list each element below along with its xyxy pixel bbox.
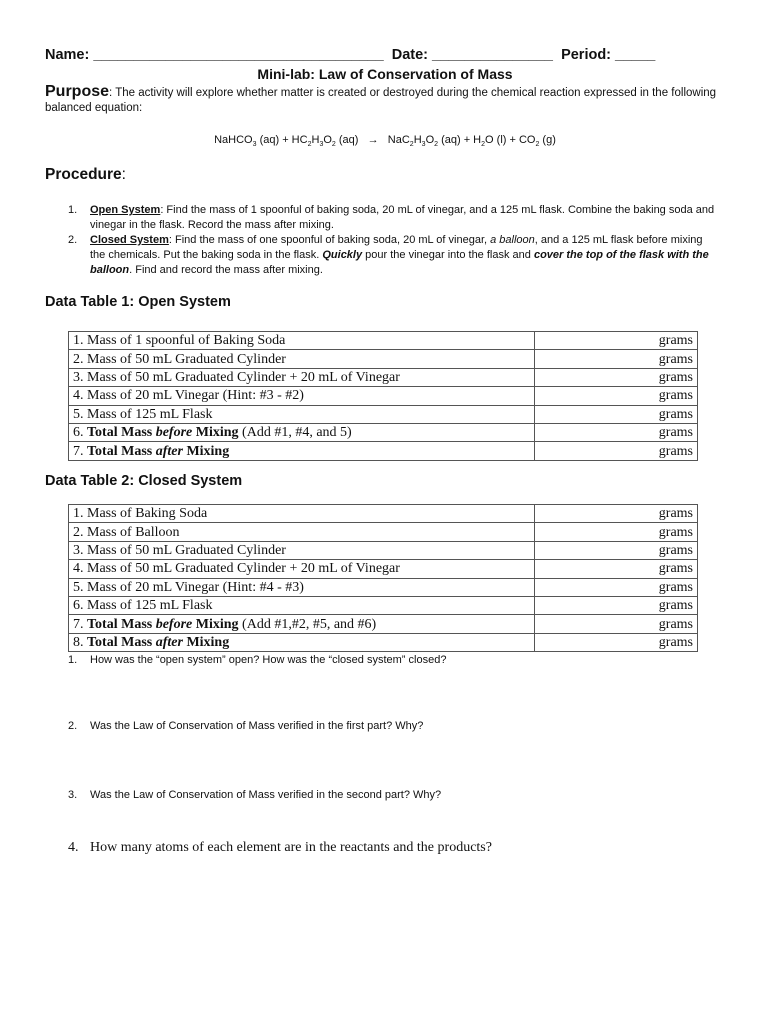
name-label: Name: xyxy=(45,47,90,63)
text-span: grams xyxy=(658,425,693,441)
text-span: (aq) + HC xyxy=(256,134,308,146)
text-span: 6. Mass of 125 mL Flask xyxy=(73,598,213,614)
answer-cell[interactable] xyxy=(535,596,698,614)
text-span: grams xyxy=(658,616,693,632)
table-row xyxy=(69,387,698,405)
text-span: NaC xyxy=(387,134,410,146)
table-row xyxy=(69,541,698,559)
label-cell xyxy=(69,615,535,633)
text-span: : Find the mass of 1 spoonful of baking soda, 20 mL of vinegar, and a 125 mL flask. Combine the baking soda and vinegar in the flask. Record the mass after mixing. xyxy=(90,204,715,231)
text-span: grams xyxy=(658,524,693,540)
text-span: grams xyxy=(658,351,693,367)
text-span: 2 xyxy=(331,141,336,149)
text-span: grams xyxy=(658,443,693,459)
text-span: grams xyxy=(658,542,693,558)
label-cell xyxy=(69,541,535,559)
text-span: 2 xyxy=(434,141,439,149)
label-cell xyxy=(69,633,535,651)
text-span: Closed System xyxy=(90,234,169,246)
text-span: (Add #1, #4, and 5) xyxy=(238,425,352,441)
text-span: 7. xyxy=(73,443,87,459)
text-span: 3. Mass of 50 mL Graduated Cylinder + 20 mL of Vinegar xyxy=(73,369,400,385)
table-row xyxy=(69,560,698,578)
text-span: Quickly xyxy=(322,249,363,261)
page-title: Mini-lab: Law of Conservation of Mass xyxy=(257,66,513,82)
text-span: after xyxy=(155,634,183,650)
text-span: 4. Mass of 20 mL Vinegar (Hint: #3 - #2) xyxy=(73,388,304,404)
text-span: 2 xyxy=(409,141,414,149)
text-span: 3 xyxy=(421,141,426,149)
question-3 xyxy=(68,789,441,801)
text-span: 1. Mass of 1 spoonful of Baking Soda xyxy=(73,333,286,349)
list-item xyxy=(68,203,718,233)
question-1 xyxy=(68,654,446,666)
text-span: pour the vinegar into the flask and xyxy=(362,249,534,261)
text-span: Was the Law of Conservation of Mass verified in the second part? Why? xyxy=(90,789,442,801)
text-span: grams xyxy=(658,388,693,404)
table-row xyxy=(69,523,698,541)
table-row xyxy=(69,596,698,614)
text-span: 2. Mass of Balloon xyxy=(73,524,180,540)
text-span: 1. xyxy=(68,654,78,666)
text-span: Total Mass xyxy=(87,425,156,441)
text-span: grams xyxy=(658,634,693,650)
table-row xyxy=(69,578,698,596)
table-row xyxy=(69,505,698,523)
text-span: 3 xyxy=(252,141,257,149)
header-line xyxy=(45,47,655,63)
text-span: after xyxy=(155,443,183,459)
table-row xyxy=(69,615,698,633)
table-row xyxy=(69,350,698,368)
text-span: 4. Mass of 50 mL Graduated Cylinder + 20 mL of Vinegar xyxy=(73,561,400,577)
text-span: grams xyxy=(658,561,693,577)
answer-cell[interactable] xyxy=(535,387,698,405)
text-span: H xyxy=(413,134,422,146)
text-span: NaHCO xyxy=(214,134,253,146)
text-span: Mixing xyxy=(182,443,230,459)
text-span: O xyxy=(323,134,332,146)
text-span: H xyxy=(311,134,320,146)
text-span: 6. xyxy=(73,425,87,441)
text-span: (g) xyxy=(539,134,556,146)
answer-cell[interactable] xyxy=(535,423,698,441)
table1-heading: Data Table 1: Open System xyxy=(45,294,231,310)
text-span: Mixing xyxy=(192,616,239,632)
date-blank[interactable]: _______________ xyxy=(432,47,553,63)
purpose-label: Purpose xyxy=(45,83,110,100)
text-span: 8. xyxy=(73,634,87,650)
text-span: 1. Mass of Baking Soda xyxy=(73,506,208,522)
text-span: grams xyxy=(658,579,693,595)
answer-cell[interactable] xyxy=(535,350,698,368)
text-span: 7. xyxy=(73,616,87,632)
text-span: 3. xyxy=(68,789,78,801)
answer-cell[interactable] xyxy=(535,560,698,578)
data-table-closed-system xyxy=(68,504,698,652)
text-span: O xyxy=(425,134,435,146)
text-span: 2. xyxy=(68,720,78,732)
purpose-text: : The activity will explore whether matter is created or destroyed during the chemical reaction expressed in the following balanced equation: xyxy=(45,87,717,114)
text-span: How many atoms of each element are in the reactants and the products? xyxy=(90,840,492,855)
text-span: 2. xyxy=(68,234,78,246)
text-span: before xyxy=(155,616,193,632)
question-2 xyxy=(68,720,423,732)
text-span: 5. Mass of 20 mL Vinegar (Hint: #4 - #3) xyxy=(73,579,304,595)
answer-cell[interactable] xyxy=(535,578,698,596)
text-span: 4. xyxy=(68,840,79,855)
text-span: How was the “open system” open? How was the “closed system” closed? xyxy=(90,654,447,666)
table-row xyxy=(69,442,698,460)
text-span: 1. xyxy=(68,204,78,216)
label-cell xyxy=(69,368,535,386)
text-span: 2 xyxy=(535,141,540,149)
text-span: Was the Law of Conservation of Mass verified in the first part? Why? xyxy=(90,720,424,732)
text-span: Total Mass xyxy=(87,616,156,632)
text-span: 2 xyxy=(307,141,312,149)
text-span: (Add #1,#2, #5, and #6) xyxy=(238,616,377,632)
list-item xyxy=(68,233,718,278)
chemical-equation xyxy=(0,134,770,148)
label-cell xyxy=(69,423,535,441)
text-span: 2 xyxy=(481,141,486,149)
text-span: 3 xyxy=(319,141,324,149)
table-row xyxy=(69,405,698,423)
table-row xyxy=(69,368,698,386)
table2-heading: Data Table 2: Closed System xyxy=(45,473,243,489)
question-4 xyxy=(68,840,492,856)
text-span: Mixing xyxy=(192,425,239,441)
label-cell xyxy=(69,332,535,350)
text-span: a balloon xyxy=(490,234,535,246)
purpose-paragraph xyxy=(45,84,725,116)
text-span: Mixing xyxy=(182,634,230,650)
label-cell xyxy=(69,405,535,423)
arrow-icon: → xyxy=(367,134,379,146)
text-span: 2. Mass of 50 mL Graduated Cylinder xyxy=(73,351,286,367)
procedure-list xyxy=(68,203,718,278)
text-span: (aq) + H xyxy=(438,134,482,146)
period-blank[interactable]: _____ xyxy=(615,47,656,63)
text-span: grams xyxy=(658,598,693,614)
answer-cell[interactable] xyxy=(535,442,698,460)
text-span: , and a 125 mL flask before mixing the chemicals. Put the baking soda in the flask. xyxy=(90,234,703,261)
date-label: Date: xyxy=(391,47,428,63)
text-span: O (l) + CO xyxy=(485,134,536,146)
text-span: Total Mass xyxy=(87,443,156,459)
text-span: Procedure xyxy=(45,166,122,183)
text-span: 5. Mass of 125 mL Flask xyxy=(73,406,213,422)
label-cell xyxy=(69,578,535,596)
text-span: before xyxy=(155,425,193,441)
label-cell xyxy=(69,523,535,541)
data-table-open-system xyxy=(68,331,698,461)
label-cell xyxy=(69,442,535,460)
text-span: Total Mass xyxy=(87,634,156,650)
answer-cell[interactable] xyxy=(535,615,698,633)
text-span: cover the top of the flask with the balloon xyxy=(90,249,709,276)
label-cell xyxy=(69,596,535,614)
text-span: . Find and record the mass after mixing. xyxy=(129,264,323,276)
text-span: grams xyxy=(658,506,693,522)
text-span: (aq) xyxy=(335,134,359,146)
label-cell xyxy=(69,505,535,523)
table-row xyxy=(69,423,698,441)
answer-cell[interactable] xyxy=(535,541,698,559)
label-cell xyxy=(69,350,535,368)
answer-cell[interactable] xyxy=(535,405,698,423)
text-span: grams xyxy=(658,369,693,385)
answer-cell[interactable] xyxy=(535,505,698,523)
label-cell xyxy=(69,560,535,578)
text-span: grams xyxy=(658,406,693,422)
answer-cell[interactable] xyxy=(535,368,698,386)
period-label: Period: xyxy=(561,47,612,63)
text-span: : xyxy=(121,166,126,183)
text-span: : Find the mass of one spoonful of baking soda, 20 mL of vinegar, xyxy=(168,234,491,246)
table-row xyxy=(69,633,698,651)
answer-cell[interactable] xyxy=(535,523,698,541)
table-row xyxy=(69,332,698,350)
answer-cell[interactable] xyxy=(535,332,698,350)
answer-cell[interactable] xyxy=(535,633,698,651)
procedure-heading xyxy=(45,166,126,184)
name-blank[interactable]: ____________________________________ xyxy=(93,47,384,63)
text-span: 3. Mass of 50 mL Graduated Cylinder xyxy=(73,542,286,558)
label-cell xyxy=(69,387,535,405)
text-span: Open System xyxy=(90,204,161,216)
text-span: grams xyxy=(658,333,693,349)
